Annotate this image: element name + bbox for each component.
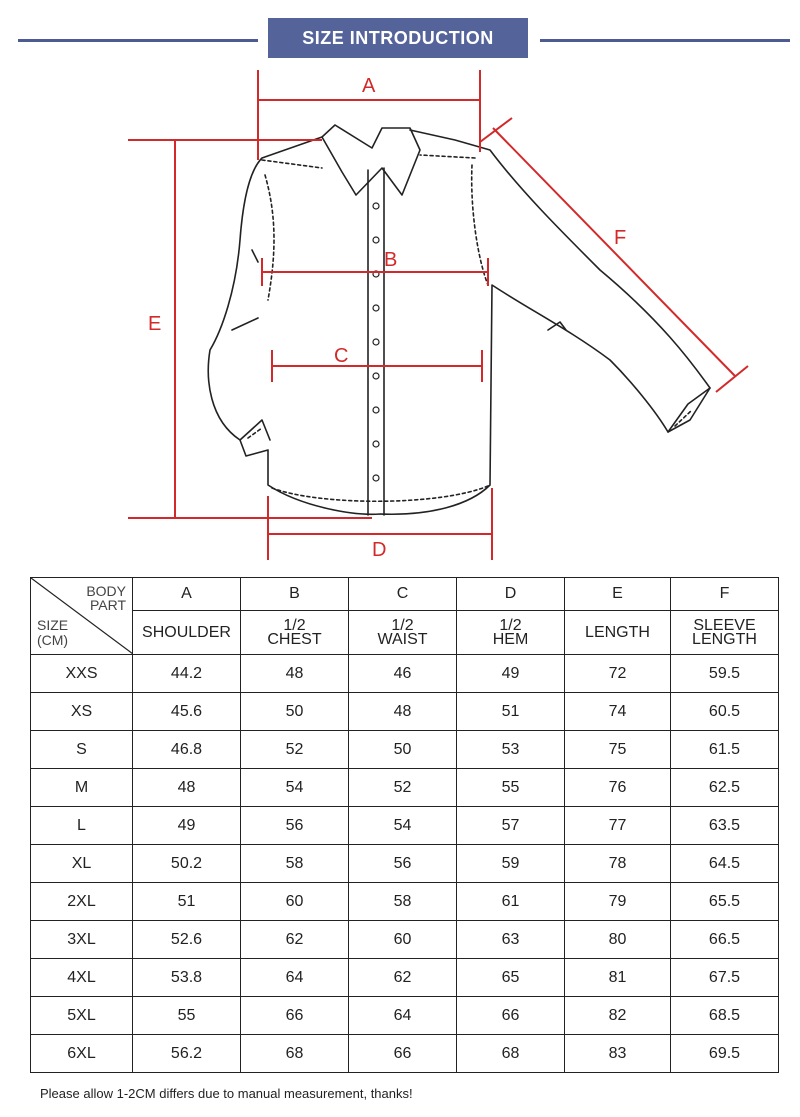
measurement-cell: 56 [349, 845, 457, 883]
column-name: SLEEVE LENGTH [671, 611, 779, 655]
measurement-cell: 46.8 [133, 731, 241, 769]
measurement-cell: 64.5 [671, 845, 779, 883]
measurement-cell: 52.6 [133, 921, 241, 959]
measurement-cell: 55 [133, 997, 241, 1035]
measurement-cell: 50.2 [133, 845, 241, 883]
column-letter: D [457, 578, 565, 611]
label-d: D [372, 539, 387, 560]
measurement-cell: 65.5 [671, 883, 779, 921]
table-row [31, 769, 779, 807]
shirt-illustration [208, 125, 710, 515]
measurement-cell: 53 [457, 731, 565, 769]
measurement-cell: 64 [241, 959, 349, 997]
measurement-cell: 60.5 [671, 693, 779, 731]
measurement-cell: 54 [241, 769, 349, 807]
table-row [31, 883, 779, 921]
size-cell: 5XL [31, 997, 133, 1035]
size-unit-label: SIZE (CM) [37, 617, 69, 648]
measurement-cell: 56 [241, 807, 349, 845]
measurement-cell: 68.5 [671, 997, 779, 1035]
measurement-cell: 68 [241, 1035, 349, 1073]
measurement-cell: 66 [241, 997, 349, 1035]
table-row [31, 997, 779, 1035]
measurement-cell: 68 [457, 1035, 565, 1073]
measurement-cell: 59 [457, 845, 565, 883]
measurement-cell: 45.6 [133, 693, 241, 731]
measurement-cell: 57 [457, 807, 565, 845]
measurement-cell: 74 [565, 693, 671, 731]
measurement-cell: 59.5 [671, 655, 779, 693]
measurement-cell: 60 [349, 921, 457, 959]
size-cell: XS [31, 693, 133, 731]
body-part-label: BODY PART [86, 583, 126, 613]
measurement-cell: 61 [457, 883, 565, 921]
column-name-row [31, 611, 779, 655]
measurement-cell: 62 [349, 959, 457, 997]
label-a: A [362, 75, 376, 97]
measurement-cell: 76 [565, 769, 671, 807]
size-cell: 2XL [31, 883, 133, 921]
header-corner [31, 578, 133, 655]
column-name: LENGTH [565, 611, 671, 655]
measurement-cell: 80 [565, 921, 671, 959]
measurement-cell: 58 [241, 845, 349, 883]
measurement-cell: 62.5 [671, 769, 779, 807]
measurement-cell: 81 [565, 959, 671, 997]
column-letter-row [31, 578, 779, 611]
measurement-cell: 64 [349, 997, 457, 1035]
size-cell: 6XL [31, 1035, 133, 1073]
measurement-cell: 53.8 [133, 959, 241, 997]
size-cell: 3XL [31, 921, 133, 959]
measurement-cell: 72 [565, 655, 671, 693]
measurement-cell: 44.2 [133, 655, 241, 693]
size-rows [31, 655, 779, 1073]
size-cell: XXS [31, 655, 133, 693]
column-letter: B [241, 578, 349, 611]
measurement-cell: 46 [349, 655, 457, 693]
size-cell: S [31, 731, 133, 769]
measurement-cell: 55 [457, 769, 565, 807]
footer-note: Please allow 1-2CM differs due to manual measurement, thanks! [40, 1086, 413, 1101]
table-row [31, 655, 779, 693]
measurement-cell: 63.5 [671, 807, 779, 845]
column-letter: C [349, 578, 457, 611]
measurement-cell: 52 [241, 731, 349, 769]
banner-rule-left [18, 39, 258, 42]
table-row [31, 807, 779, 845]
measurement-cell: 51 [457, 693, 565, 731]
table-row [31, 959, 779, 997]
column-name: SHOULDER [133, 611, 241, 655]
table-row [31, 1035, 779, 1073]
measurement-cell: 49 [457, 655, 565, 693]
column-name: 1/2 WAIST [349, 611, 457, 655]
label-c: C [334, 345, 349, 367]
measurement-cell: 48 [349, 693, 457, 731]
measurement-cell: 51 [133, 883, 241, 921]
measurement-cell: 60 [241, 883, 349, 921]
measurement-cell: 79 [565, 883, 671, 921]
size-cell: XL [31, 845, 133, 883]
measurement-cell: 58 [349, 883, 457, 921]
column-letter: E [565, 578, 671, 611]
column-letter: A [133, 578, 241, 611]
measurement-cell: 61.5 [671, 731, 779, 769]
measurement-cell: 66.5 [671, 921, 779, 959]
table-row [31, 731, 779, 769]
measurement-cell: 48 [133, 769, 241, 807]
measurement-cell: 82 [565, 997, 671, 1035]
measurement-cell: 69.5 [671, 1035, 779, 1073]
table-row [31, 693, 779, 731]
measurement-cell: 50 [241, 693, 349, 731]
measurement-cell: 75 [565, 731, 671, 769]
measurement-cell: 63 [457, 921, 565, 959]
size-cell: 4XL [31, 959, 133, 997]
measurement-cell: 66 [457, 997, 565, 1035]
measurement-cell: 52 [349, 769, 457, 807]
column-name: 1/2 HEM [457, 611, 565, 655]
table-row [31, 921, 779, 959]
measurement-lines [128, 70, 748, 560]
size-cell: L [31, 807, 133, 845]
label-b: B [384, 249, 398, 271]
measurement-cell: 77 [565, 807, 671, 845]
measurement-cell: 78 [565, 845, 671, 883]
label-f: F [614, 227, 627, 249]
column-name: 1/2 CHEST [241, 611, 349, 655]
measurement-cell: 66 [349, 1035, 457, 1073]
measurement-cell: 54 [349, 807, 457, 845]
size-chart-table [30, 577, 779, 1073]
measurement-cell: 49 [133, 807, 241, 845]
table-row [31, 845, 779, 883]
buttons [373, 203, 379, 481]
banner-title: SIZE INTRODUCTION [302, 27, 494, 48]
shirt-measurement-diagram [0, 60, 800, 560]
size-cell: M [31, 769, 133, 807]
label-e: E [148, 313, 162, 335]
banner-rule-right [540, 39, 790, 42]
measurement-cell: 50 [349, 731, 457, 769]
measurement-cell: 62 [241, 921, 349, 959]
section-banner [268, 18, 528, 58]
measurement-cell: 83 [565, 1035, 671, 1073]
measurement-cell: 65 [457, 959, 565, 997]
measurement-cell: 56.2 [133, 1035, 241, 1073]
measurement-cell: 67.5 [671, 959, 779, 997]
column-letter: F [671, 578, 779, 611]
measurement-cell: 48 [241, 655, 349, 693]
